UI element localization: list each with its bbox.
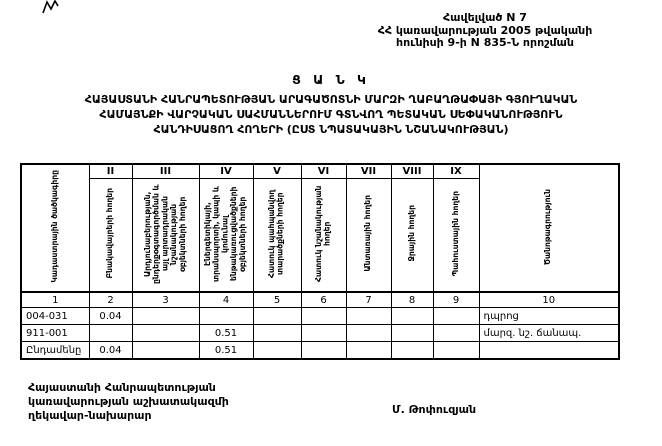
appendix-line-1: Հավելված N 7 xyxy=(443,11,527,24)
value-cell xyxy=(391,325,433,342)
value-cell xyxy=(391,308,433,325)
pen-mark xyxy=(40,0,62,16)
note-cell xyxy=(479,342,619,360)
total-label-cell: Ընդամենը xyxy=(21,342,89,360)
col-header-cadastral-code-cell xyxy=(21,164,89,292)
subtitle-line-1: ՀԱՅԱՍՏԱՆԻ ՀԱՆՐԱՊԵՏՈՒԹՅԱՆ ԱՐԱԳԱԾՈՏՆԻ ՄԱՐԶԻ ՂԱԲԱՂԹԱՓԱՅԻ ԳՅՈՒՂԱԿԱՆ xyxy=(84,93,578,106)
land-categories-table xyxy=(20,163,620,360)
signer-name: Մ. Թոփուզյան xyxy=(392,403,477,416)
cadastral-code-cell: 004-031 xyxy=(21,308,89,325)
roman-numeral-III: III xyxy=(132,164,199,179)
col-header-special-purpose-lands: Հատուկ նշանակության հողեր xyxy=(313,185,332,282)
value-cell xyxy=(301,342,346,360)
value-cell: 0.04 xyxy=(89,342,132,360)
value-cell xyxy=(253,342,301,360)
appendix-line-2: ՀՀ կառավարության 2005 թվականի xyxy=(377,23,593,37)
subtitle-line-3: ՀԱՆԴԻՍԱՑՈՂ ՀՈՂԵՐԻ (ԸՍՏ ՆՊԱՏԱԿԱՅԻՆ ՆՇԱՆԱԿՈՒԹՅԱՆ) xyxy=(153,123,509,136)
column-number: 9 xyxy=(433,292,479,308)
value-cell xyxy=(346,308,391,325)
column-number: 3 xyxy=(132,292,199,308)
value-cell xyxy=(253,308,301,325)
col-header-protected-areas-lands: Հատուկ պահպանվող տարածքների հողեր xyxy=(267,189,285,278)
page-title: Ց Ա Ն Կ xyxy=(292,72,370,87)
value-cell xyxy=(301,325,346,342)
signature-title-line-3: ղեկավար-նախարար xyxy=(28,409,152,422)
roman-numeral-VI: VI xyxy=(301,164,346,179)
col-header-reserve-lands: Պահուստային հողեր xyxy=(450,190,460,277)
value-cell xyxy=(89,325,132,342)
col-header-note: Ծանոթագրություն xyxy=(543,188,553,265)
roman-numeral-VIII: VIII xyxy=(391,164,433,179)
table-row xyxy=(21,308,619,325)
column-number: 1 xyxy=(21,292,89,308)
col-header-forest-lands: Անտառային հողեր xyxy=(363,195,373,272)
signature-title-block xyxy=(28,381,308,423)
roman-numeral-IV: IV xyxy=(199,164,253,179)
value-cell: 0.51 xyxy=(199,342,253,360)
signature-title-line-1: Հայաստանի Հանրապետության xyxy=(28,381,216,394)
value-cell xyxy=(433,342,479,360)
roman-numeral-IX: IX xyxy=(433,164,479,179)
col-header-water-lands: Ջրային հողեր xyxy=(406,205,416,262)
roman-numeral-V: V xyxy=(253,164,301,179)
roman-numeral-VII: VII xyxy=(346,164,391,179)
value-cell xyxy=(433,325,479,342)
value-cell xyxy=(132,325,199,342)
value-cell xyxy=(253,325,301,342)
column-number: 10 xyxy=(479,292,619,308)
column-number: 7 xyxy=(346,292,391,308)
value-cell xyxy=(433,308,479,325)
value-cell xyxy=(346,342,391,360)
column-number: 8 xyxy=(391,292,433,308)
value-cell xyxy=(132,308,199,325)
column-number: 6 xyxy=(301,292,346,308)
column-numbers-row xyxy=(21,292,619,308)
col-header-note-cell xyxy=(479,164,619,292)
value-cell xyxy=(199,308,253,325)
col-header-energy-transport-lands: Էներգետիկայի, տրանսպորտի, կապի և կոմունալ ենթակառուցվածքների օբյեկտների հողեր xyxy=(203,185,248,282)
table-row-total xyxy=(21,342,619,360)
cadastral-code-cell: 911-001 xyxy=(21,325,89,342)
value-cell xyxy=(132,342,199,360)
column-number: 5 xyxy=(253,292,301,308)
appendix-block xyxy=(320,12,650,50)
value-cell xyxy=(391,342,433,360)
document-subtitle xyxy=(0,92,662,137)
note-cell: մարզ. նշ. ճանապ. xyxy=(479,325,619,342)
appendix-line-3: հունիսի 9-ի N 835-Ն որոշման xyxy=(396,36,574,49)
value-cell: 0.51 xyxy=(199,325,253,342)
col-header-settlement-lands: Բնակավայրերի հողեր xyxy=(105,188,115,279)
column-number: 4 xyxy=(199,292,253,308)
value-cell xyxy=(301,308,346,325)
table-row xyxy=(21,325,619,342)
value-cell: 0.04 xyxy=(89,308,132,325)
roman-numeral-II: II xyxy=(89,164,132,179)
note-cell: դպրոց xyxy=(479,308,619,325)
col-header-cadastral-code: Կադաստրային ծածկագիրը xyxy=(49,170,59,283)
value-cell xyxy=(346,325,391,342)
col-header-industrial-lands: Արդյունաբերության, ընդերքօգտագործման և այլ արտադրական նշանակության օբյեկտների հողեր xyxy=(142,183,187,284)
column-number: 2 xyxy=(89,292,132,308)
subtitle-line-2: ՀԱՄԱՅՆՔԻ ՎԱՐՉԱԿԱՆ ՍԱՀՄԱՆՆԵՐՈՒՄ ԳՏՆՎՈՂ ՊԵՏԱԿԱՆ ՍԵՓԱԿԱՆՈՒԹՅՈՒՆ xyxy=(99,108,563,121)
signature-title-line-2: կառավարության աշխատակազմի xyxy=(28,395,229,408)
